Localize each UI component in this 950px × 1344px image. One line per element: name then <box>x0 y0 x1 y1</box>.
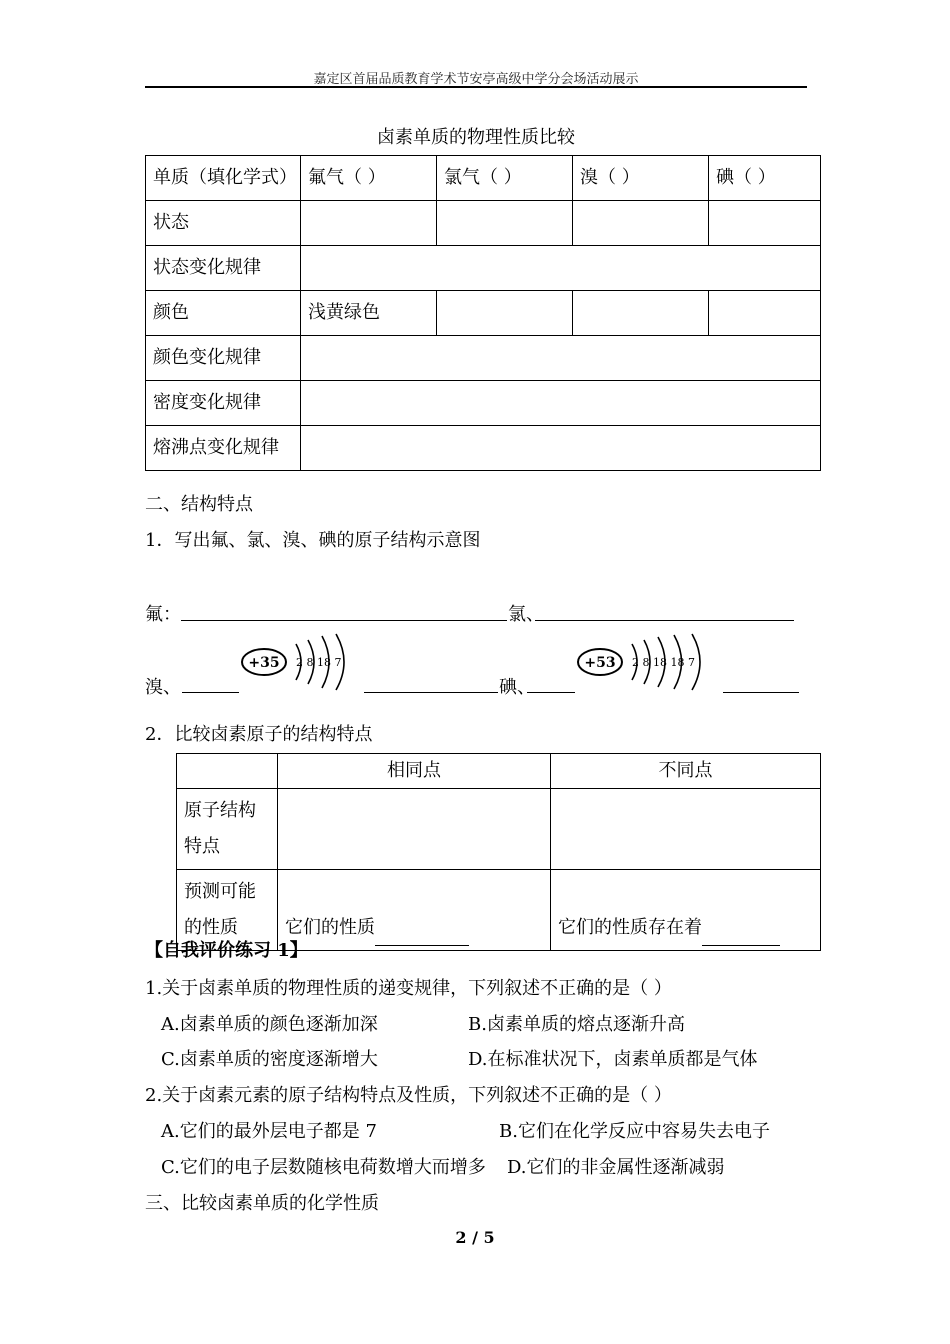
cell-fluorine[interactable]: 氟气（ ） <box>301 156 437 201</box>
practice-q1: 1.关于卤素单质的物理性质的递变规律，下列叙述不正确的是（ ） <box>145 978 672 999</box>
q2-option-b[interactable]: B.它们在化学反应中容易失去电子 <box>499 1121 770 1142</box>
iodine-label: 碘、 <box>499 677 535 698</box>
table-row <box>146 381 821 426</box>
header-rule <box>145 86 807 88</box>
page-number: 2 / 5 <box>455 1228 495 1247</box>
col-same: 相同点 <box>278 754 551 789</box>
structure-comparison-table <box>176 753 821 951</box>
iodine-nucleus: +53 <box>584 655 616 671</box>
cell-chlorine[interactable]: 氯气（ ） <box>437 156 573 201</box>
col-diff: 不同点 <box>551 754 821 789</box>
q1-option-a[interactable]: A.卤素单质的颜色逐渐加深 <box>161 1014 378 1035</box>
q2-option-a[interactable]: A.它们的最外层电子都是 7 <box>161 1121 377 1142</box>
cell-blank[interactable] <box>301 381 821 426</box>
practice-heading: 【自我评价练习 1】 <box>145 940 308 961</box>
predict-same-blank[interactable] <box>375 927 469 946</box>
iodine-blank-1[interactable] <box>527 692 575 693</box>
cell-blank[interactable] <box>301 426 821 471</box>
table-row <box>177 789 821 870</box>
q2-option-c[interactable]: C.它们的电子层数随核电荷数增大而增多 <box>161 1157 486 1178</box>
iodine-shells: 2 8 18 18 7 <box>632 656 695 669</box>
q1-option-d[interactable]: D.在标准状况下，卤素单质都是气体 <box>468 1049 758 1070</box>
cell-blank[interactable] <box>709 201 821 246</box>
bromine-blank-1[interactable] <box>182 692 239 693</box>
cell-blank[interactable] <box>573 291 709 336</box>
table-row <box>146 246 821 291</box>
page-header: 嘉定区首届品质教育学术节安亭高级中学分会场活动展示 <box>313 72 639 87</box>
cell-color-label: 颜色 <box>146 291 301 336</box>
chlorine-label: 氯、 <box>508 604 544 625</box>
cell-bromine[interactable]: 溴（ ） <box>573 156 709 201</box>
cell-blank[interactable] <box>278 789 551 870</box>
table-row <box>146 426 821 471</box>
cell-state-trend-label: 状态变化规律 <box>146 246 301 291</box>
table-title: 卤素单质的物理性质比较 <box>377 127 575 148</box>
row-properties-label: 预测可能的性质 <box>177 870 278 951</box>
predict-same-text: 它们的性质 <box>285 917 375 938</box>
cell-density-trend-label: 密度变化规律 <box>146 381 301 426</box>
cell-blank[interactable] <box>301 246 821 291</box>
cell-blank[interactable] <box>573 201 709 246</box>
fluorine-label: 氟： <box>145 604 181 625</box>
section3-heading: 三、比较卤素单质的化学性质 <box>145 1193 379 1214</box>
cell-iodine[interactable]: 碘（ ） <box>709 156 821 201</box>
q2-option-d[interactable]: D.它们的非金属性逐渐减弱 <box>507 1157 725 1178</box>
bromine-atom-diagram <box>238 632 363 692</box>
cell-state-label: 状态 <box>146 201 301 246</box>
q1-option-c[interactable]: C.卤素单质的密度逐渐增大 <box>161 1049 378 1070</box>
cell-fluorine-color: 浅黄绿色 <box>301 291 437 336</box>
bromine-blank-2[interactable] <box>364 692 498 693</box>
cell-blank[interactable] <box>301 336 821 381</box>
question-1: 1．写出氟、氯、溴、碘的原子结构示意图 <box>145 530 481 551</box>
table-row <box>146 201 821 246</box>
section2-heading: 二、结构特点 <box>145 494 253 515</box>
chlorine-blank[interactable] <box>535 620 794 621</box>
cell-substance-label: 单质（填化学式） <box>146 156 301 201</box>
iodine-atom-diagram <box>574 632 722 692</box>
bromine-nucleus: +35 <box>248 655 280 671</box>
table-row <box>146 291 821 336</box>
cell-blank[interactable] <box>551 789 821 870</box>
table-row <box>177 754 821 789</box>
table-row <box>146 336 821 381</box>
cell-color-trend-label: 颜色变化规律 <box>146 336 301 381</box>
predict-diff-blank[interactable] <box>702 927 780 946</box>
cell-predict-diff[interactable] <box>551 870 821 951</box>
bromine-shells: 2 8 18 7 <box>296 656 342 669</box>
bromine-label: 溴、 <box>145 677 181 698</box>
cell-blank-header <box>177 754 278 789</box>
question-2: 2．比较卤素原子的结构特点 <box>145 724 373 745</box>
cell-predict-same[interactable] <box>278 870 551 951</box>
cell-blank[interactable] <box>301 201 437 246</box>
fluorine-blank[interactable] <box>181 620 507 621</box>
predict-diff-text: 它们的性质存在着 <box>558 917 702 938</box>
practice-q2: 2.关于卤素元素的原子结构特点及性质，下列叙述不正确的是（ ） <box>145 1085 672 1106</box>
cell-blank[interactable] <box>709 291 821 336</box>
cell-blank[interactable] <box>437 291 573 336</box>
physical-properties-table <box>145 155 821 471</box>
cell-mp-trend-label: 熔沸点变化规律 <box>146 426 301 471</box>
table-row <box>146 156 821 201</box>
iodine-blank-2[interactable] <box>723 692 799 693</box>
cell-blank[interactable] <box>437 201 573 246</box>
q1-option-b[interactable]: B.卤素单质的熔点逐渐升高 <box>468 1014 685 1035</box>
row-structure-label: 原子结构特点 <box>177 789 278 870</box>
